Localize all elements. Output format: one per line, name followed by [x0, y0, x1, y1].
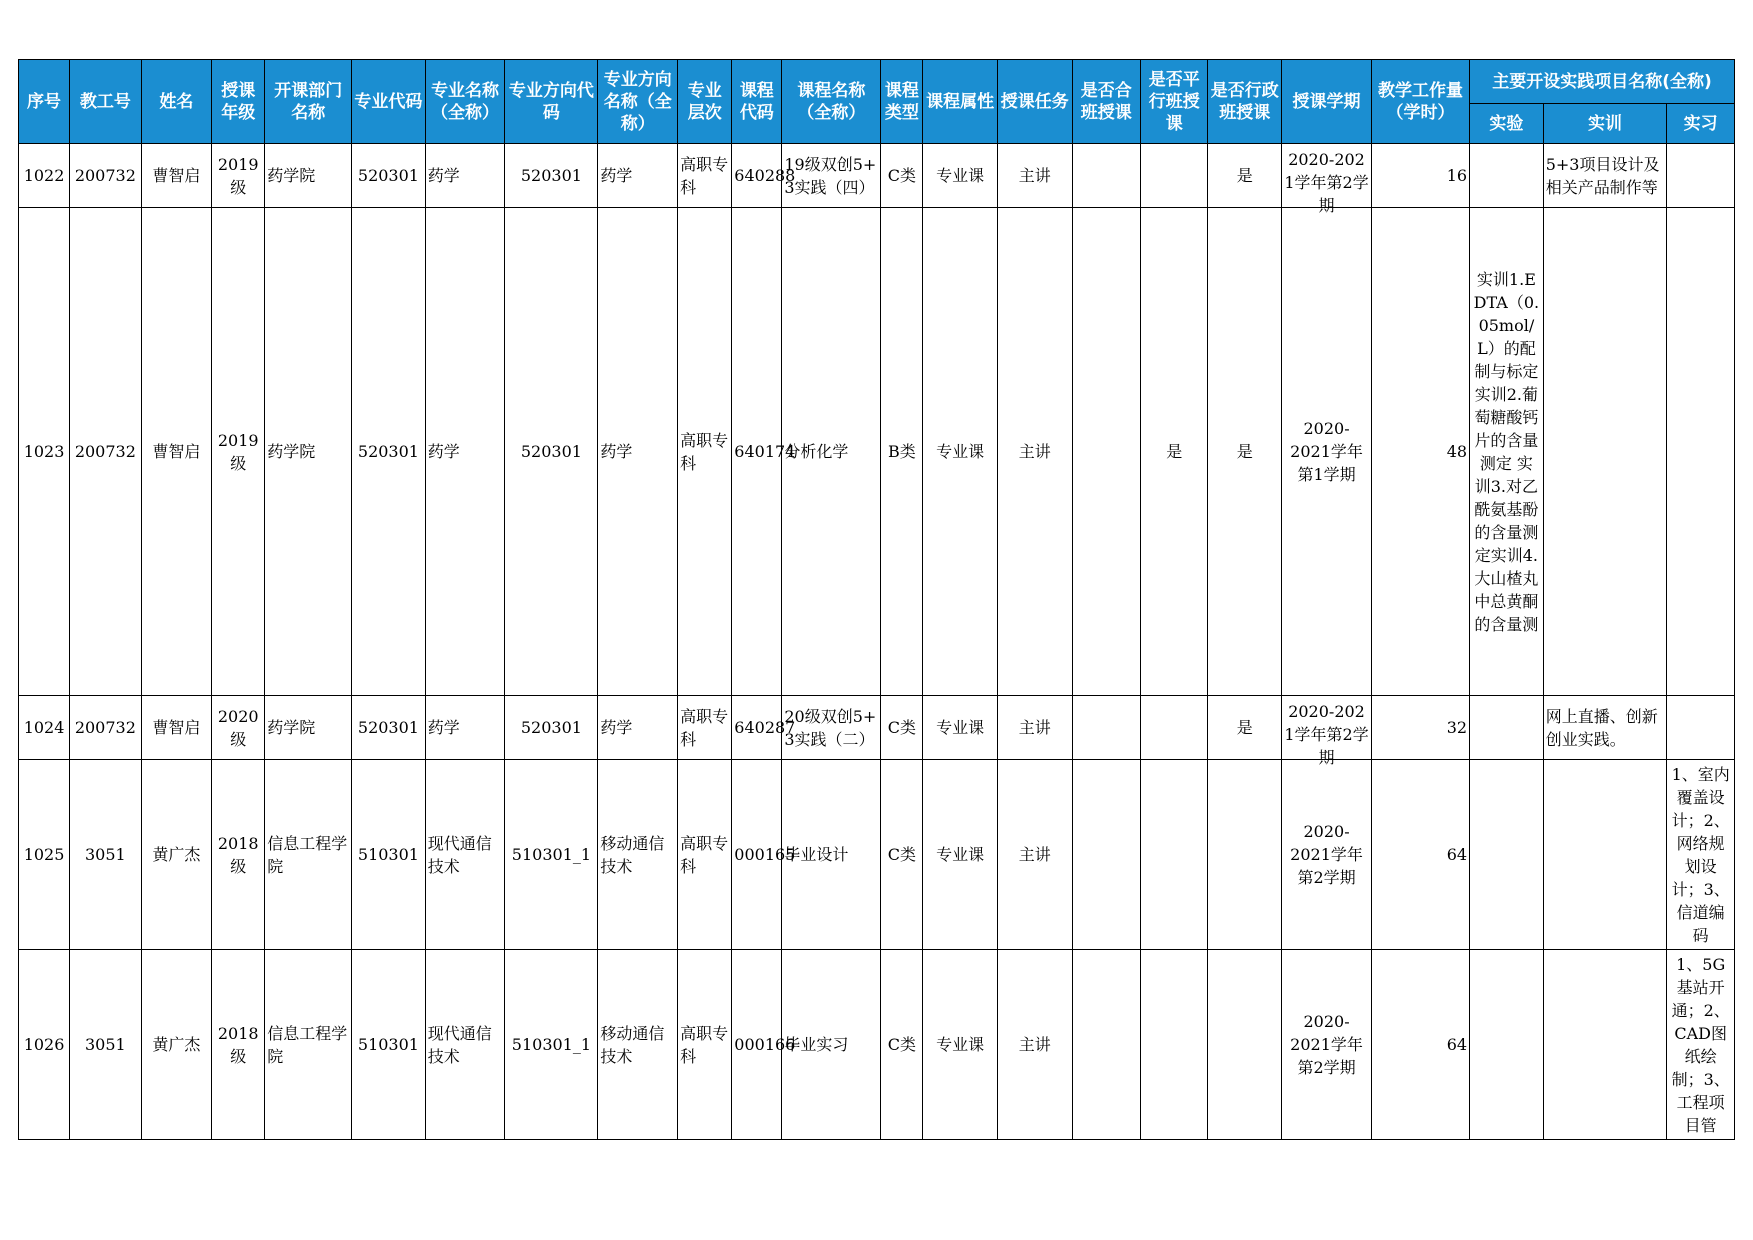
header-direction-name: 专业方向名称（全称）: [598, 60, 678, 144]
cell-course-attr: 专业课: [923, 208, 998, 696]
cell-name: 曹智启: [141, 144, 212, 208]
cell-term: [1282, 144, 1372, 215]
cell-term: [1282, 696, 1372, 767]
cell-dept: 药学院: [265, 208, 352, 696]
cell-direction-code: 520301: [505, 208, 598, 696]
cell-workload: 48: [1372, 208, 1470, 696]
cell-major-code: 520301: [352, 208, 426, 696]
cell-experiment: [1470, 950, 1544, 1140]
cell-experiment-text: 实训1.EDTA（0.05mol/L）的配制与标定 实训2.葡萄糖酸钙片的含量测定 实训3.对乙酰氨基酚的含量测定实训4.大山楂丸中总黄酮的含量测: [1473, 269, 1540, 634]
cell-internship-text: 1、5G基站开通；2、CAD图纸绘制；3、工程项目管: [1671, 954, 1730, 1135]
header-name: 姓名: [141, 60, 212, 144]
cell-seq: 1025: [19, 760, 70, 950]
cell-term: 2020-2021学年第2学期: [1282, 760, 1372, 950]
cell-name: 黄广杰: [141, 760, 212, 950]
cell-level: 高职专科: [678, 760, 732, 950]
cell-major-name: 药学: [425, 208, 505, 696]
cell-parallel: [1141, 696, 1208, 760]
cell-level: 高职专科: [678, 144, 732, 208]
cell-teacher-id: 200732: [70, 144, 142, 208]
cell-parallel: [1141, 950, 1208, 1140]
cell-course-name: 毕业设计: [782, 760, 881, 950]
header-admin-class: 是否行政班授课: [1208, 60, 1282, 144]
cell-course-attr: 专业课: [923, 144, 998, 208]
cell-task: 主讲: [997, 950, 1072, 1140]
table-row: [19, 696, 1735, 760]
cell-dept: 信息工程学院: [265, 760, 352, 950]
cell-course-code: 000165: [732, 760, 782, 950]
data-table: [18, 59, 1735, 1140]
cell-major-code: 510301: [352, 760, 426, 950]
cell-internship: [1667, 696, 1735, 760]
cell-internship: [1667, 144, 1735, 208]
header-training: 实训: [1543, 104, 1667, 144]
cell-task: 主讲: [997, 696, 1072, 760]
header-term: 授课学期: [1282, 60, 1372, 144]
cell-combined: [1072, 144, 1140, 208]
cell-level: 高职专科: [678, 696, 732, 760]
cell-major-name: 现代通信技术: [425, 950, 505, 1140]
cell-grade: 2018级: [212, 760, 265, 950]
cell-internship: [1667, 760, 1735, 950]
cell-name: 曹智启: [141, 696, 212, 760]
cell-major-code: 520301: [352, 144, 426, 208]
header-combined: 是否合班授课: [1072, 60, 1140, 144]
cell-grade: 2019级: [212, 144, 265, 208]
cell-task: 主讲: [997, 144, 1072, 208]
cell-course-type: C类: [881, 144, 923, 208]
cell-training: [1543, 760, 1667, 950]
cell-course-attr: 专业课: [923, 760, 998, 950]
cell-course-code: 640288: [732, 144, 782, 208]
cell-course-name: [782, 144, 881, 208]
cell-major-name: 药学: [425, 696, 505, 760]
cell-dept: 药学院: [265, 696, 352, 760]
header-parallel: 是否平行班授课: [1141, 60, 1208, 144]
cell-course-name: 毕业实习: [782, 950, 881, 1140]
cell-dept: 信息工程学院: [265, 950, 352, 1140]
cell-grade: 2019级: [212, 208, 265, 696]
cell-direction-name: 移动通信技术: [598, 760, 678, 950]
cell-direction-code: 510301_1: [505, 760, 598, 950]
cell-course-attr: 专业课: [923, 950, 998, 1140]
cell-major-name: 药学: [425, 144, 505, 208]
cell-task: 主讲: [997, 760, 1072, 950]
cell-course-type: C类: [881, 950, 923, 1140]
cell-course-type: C类: [881, 760, 923, 950]
cell-workload: 16: [1372, 144, 1470, 208]
cell-direction-code: 520301: [505, 144, 598, 208]
table-row: [19, 760, 1735, 950]
cell-experiment: [1470, 696, 1544, 760]
cell-term: 2020-2021学年第1学期: [1282, 208, 1372, 696]
cell-course-type: B类: [881, 208, 923, 696]
cell-name: 曹智启: [141, 208, 212, 696]
cell-internship-text: 1、室内覆盖设计；2、网络规划设计；3、信道编码: [1671, 764, 1730, 945]
header-seq: 序号: [19, 60, 70, 144]
cell-parallel: [1141, 760, 1208, 950]
header-direction-code: 专业方向代码: [505, 60, 598, 144]
header-internship: 实习: [1667, 104, 1735, 144]
cell-course-code: 640174: [732, 208, 782, 696]
cell-seq: 1024: [19, 696, 70, 760]
cell-training: [1543, 144, 1667, 208]
cell-direction-code: 510301_1: [505, 950, 598, 1140]
header-grade: 授课年级: [212, 60, 265, 144]
cell-seq: 1023: [19, 208, 70, 696]
header-course-attr: 课程属性: [923, 60, 998, 144]
cell-training: [1543, 696, 1667, 760]
header-teacher-id: 教工号: [70, 60, 142, 144]
cell-level: 高职专科: [678, 950, 732, 1140]
cell-teacher-id: 200732: [70, 696, 142, 760]
cell-major-name: 现代通信技术: [425, 760, 505, 950]
cell-dept: 药学院: [265, 144, 352, 208]
cell-major-code: 510301: [352, 950, 426, 1140]
header-course-type: 课程类型: [881, 60, 923, 144]
header-dept: 开课部门名称: [265, 60, 352, 144]
cell-term-text: 2020-2021学年第2学期: [1284, 149, 1369, 215]
header-practice-group: 主要开设实践项目名称(全称): [1470, 60, 1735, 104]
cell-direction-name: 药学: [598, 208, 678, 696]
cell-parallel: 是: [1141, 208, 1208, 696]
cell-direction-name: 药学: [598, 144, 678, 208]
cell-teacher-id: 3051: [70, 760, 142, 950]
cell-course-name-text: 20级双创5+3实践（二）: [784, 706, 877, 749]
cell-admin-class: [1208, 950, 1282, 1140]
cell-combined: [1072, 760, 1140, 950]
cell-training: [1543, 208, 1667, 696]
header-experiment: 实验: [1470, 104, 1544, 144]
header-course-code: 课程代码: [732, 60, 782, 144]
cell-direction-name: 药学: [598, 696, 678, 760]
cell-combined: [1072, 950, 1140, 1140]
table-row: [19, 950, 1735, 1140]
cell-course-code: 000166: [732, 950, 782, 1140]
header-level: 专业层次: [678, 60, 732, 144]
cell-grade: 2018级: [212, 950, 265, 1140]
cell-experiment: [1470, 208, 1544, 696]
cell-name: 黄广杰: [141, 950, 212, 1140]
header-workload: 教学工作量（学时）: [1372, 60, 1470, 144]
cell-internship: [1667, 208, 1735, 696]
cell-training-text: 网上直播、创新创业实践。: [1545, 706, 1658, 749]
cell-direction-name: 移动通信技术: [598, 950, 678, 1140]
cell-level: 高职专科: [678, 208, 732, 696]
cell-workload: 32: [1372, 696, 1470, 760]
header-course-name: 课程名称（全称）: [782, 60, 881, 144]
cell-admin-class: [1208, 760, 1282, 950]
cell-term: 2020-2021学年第2学期: [1282, 950, 1372, 1140]
cell-major-code: 520301: [352, 696, 426, 760]
header-major-code: 专业代码: [352, 60, 426, 144]
cell-seq: 1022: [19, 144, 70, 208]
cell-grade: 2020级: [212, 696, 265, 760]
cell-term-text: 2020-2021学年第2学期: [1284, 701, 1369, 767]
cell-combined: [1072, 208, 1140, 696]
cell-task: 主讲: [997, 208, 1072, 696]
cell-teacher-id: 3051: [70, 950, 142, 1140]
cell-experiment: [1470, 760, 1544, 950]
cell-workload: 64: [1372, 950, 1470, 1140]
cell-combined: [1072, 696, 1140, 760]
header-major-name: 专业名称（全称）: [425, 60, 505, 144]
cell-course-name: 分析化学: [782, 208, 881, 696]
cell-direction-code: 520301: [505, 696, 598, 760]
cell-admin-class: 是: [1208, 208, 1282, 696]
cell-workload: 64: [1372, 760, 1470, 950]
cell-seq: 1026: [19, 950, 70, 1140]
cell-teacher-id: 200732: [70, 208, 142, 696]
cell-course-name: [782, 696, 881, 760]
cell-training: [1543, 950, 1667, 1140]
cell-course-code: 640287: [732, 696, 782, 760]
table-row: [19, 144, 1735, 208]
cell-experiment: [1470, 144, 1544, 208]
cell-course-attr: 专业课: [923, 696, 998, 760]
cell-parallel: [1141, 144, 1208, 208]
header-task: 授课任务: [997, 60, 1072, 144]
table-row: [19, 208, 1735, 696]
cell-admin-class: 是: [1208, 144, 1282, 208]
cell-training-text: 5+3项目设计及相关产品制作等: [1545, 154, 1660, 197]
cell-course-type: C类: [881, 696, 923, 760]
cell-internship: [1667, 950, 1735, 1140]
cell-course-name-text: 19级双创5+3实践（四）: [784, 154, 877, 197]
header-row-1: [19, 60, 1735, 104]
cell-admin-class: 是: [1208, 696, 1282, 760]
